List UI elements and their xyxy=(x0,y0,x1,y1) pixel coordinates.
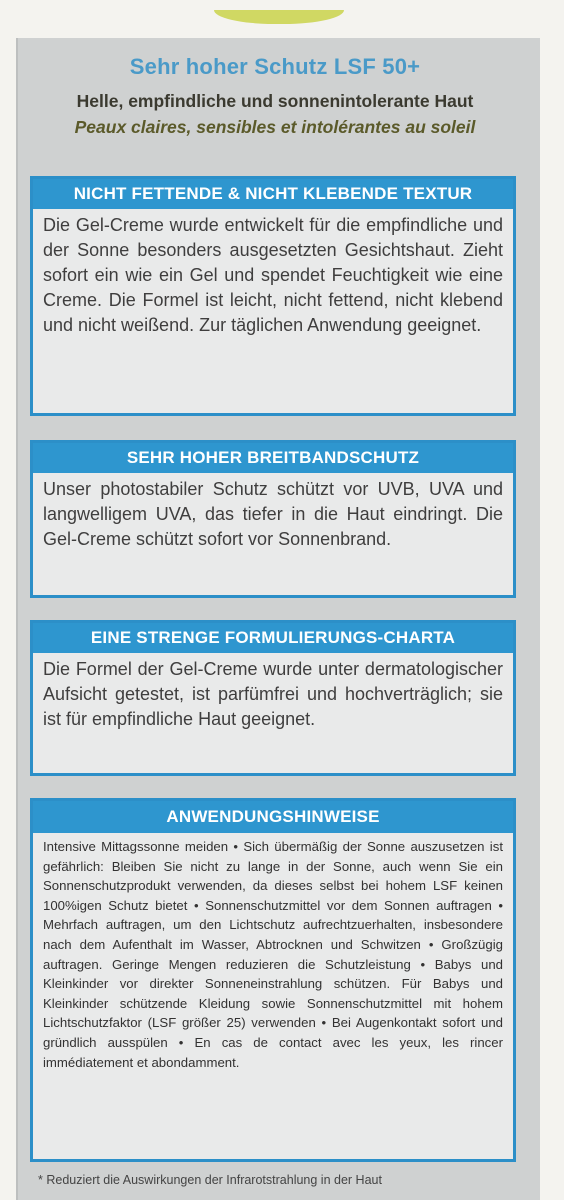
section-text: Unser photostabiler Schutz schützt vor UVB, UVA und langwelligem UVA, das tiefer in die Haut eindringt. Die Gel-Creme schützt sofort vor Sonnenbrand. xyxy=(43,479,503,549)
footnote: * Reduziert die Auswirkungen der Infrarotstrahlung in der Haut xyxy=(38,1173,382,1187)
section-text: Die Gel-Creme wurde entwickelt für die empfindliche und der Sonne besonders ausgesetzten Gesichtshaut. Zieht sofort ein wie ein Gel und spendet Feuchtigkeit wie eine Creme. Die Formel ist leicht, nicht fettend, nicht klebend und nicht weißend. Zur täglichen Anwendung geeignet. xyxy=(43,215,503,335)
tube-cap xyxy=(214,10,344,24)
section-heading: EINE STRENGE FORMULIERUNGS-CHARTA xyxy=(33,623,513,653)
section-text: Intensive Mittagssonne meiden • Sich übermäßig der Sonne auszusetzen ist gefährlich: Bleiben Sie nicht zu lange in der Sonne, auch wenn Sie ein Sonnenschutzprodukt verwenden, da dieses selbst bei hohem LSF keinen 100%igen Schutz bietet • Sonnenschutzmittel vor dem Sonnen auftragen • Mehrfach auftragen, um den Lichtschutz aufrechtzuerhalten, insbesondere nach dem Aufenthalt im Wasser, Abtrocknen und Schwitzen • Großzügig auftragen. Geringe Mengen reduzieren die Schutzleistung • Babys und Kleinkinder vor direkter Sonneneinstrahlung schützen. Für Babys und Kleinkinder schützende Kleidung sowie Sonnenschutzmittel mit hohem Lichtschutzfaktor (LSF größer 25) verwenden • Bei Augenkontakt sofort und gründlich ausspülen • En cas de contact avec les yeux, les rincer immédiatement et abondamment. xyxy=(43,839,503,1070)
section-heading: SEHR HOHER BREITBANDSCHUTZ xyxy=(33,443,513,473)
section-text: Die Formel der Gel-Creme wurde unter dermatologischer Aufsicht getestet, ist parfümfrei und hochverträglich; sie ist für empfindliche Haut geeignet. xyxy=(43,659,503,729)
product-title: Sehr hoher Schutz LSF 50+ xyxy=(129,54,421,79)
skin-type-fr: Peaux claires, sensibles et intolérantes au soleil xyxy=(74,117,476,137)
section-usage xyxy=(30,798,516,1162)
section-protection xyxy=(30,440,516,598)
skin-type-de: Helle, empfindliche und sonnenintolerante Haut xyxy=(76,91,474,111)
section-texture xyxy=(30,176,516,416)
section-heading: NICHT FETTENDE & NICHT KLEBENDE TEXTUR xyxy=(33,179,513,209)
section-heading: ANWENDUNGSHINWEISE xyxy=(33,801,513,833)
section-formulation xyxy=(30,620,516,776)
